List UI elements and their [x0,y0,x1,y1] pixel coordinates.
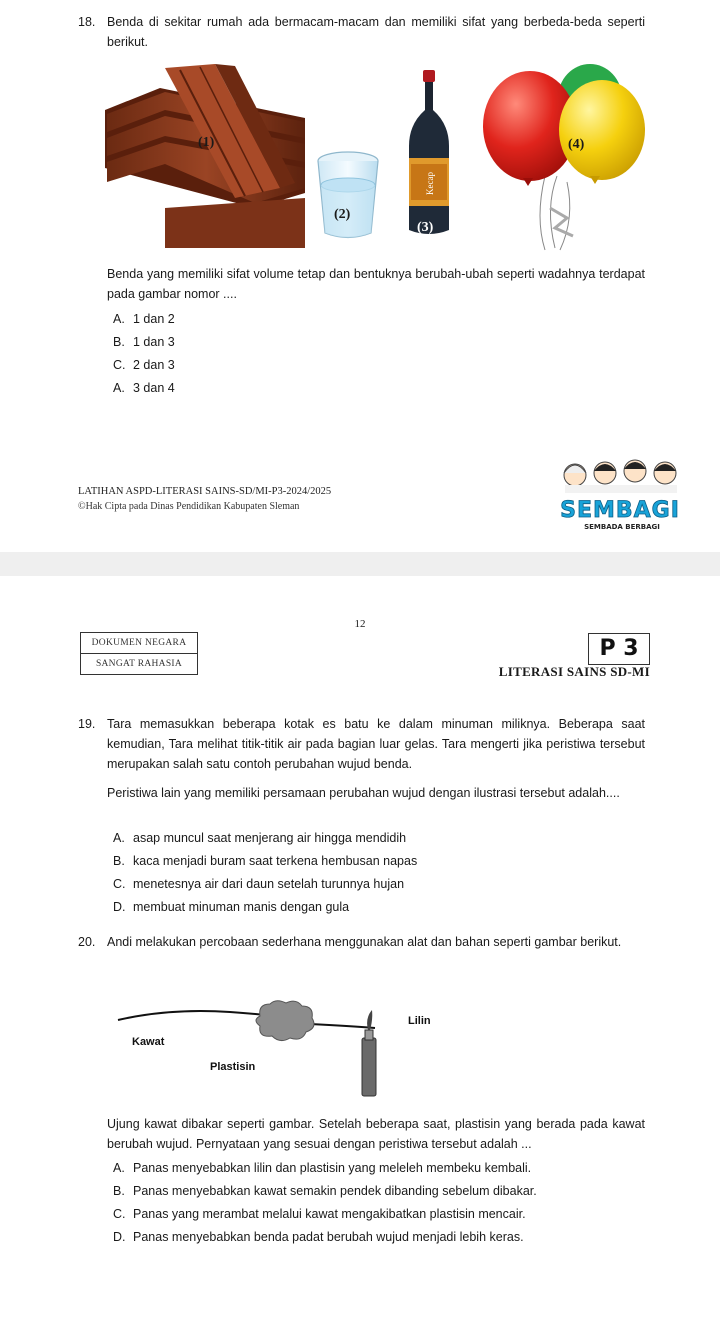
q18-option-c[interactable] [113,355,175,375]
q19-option-a[interactable] [113,828,406,848]
option-letter: A. [113,312,125,326]
water-glass-image [318,152,378,238]
option-letter: B. [113,335,125,349]
q18-option-b[interactable] [113,332,175,352]
q20-option-a[interactable] [113,1158,531,1178]
wood-label: (1) [198,135,215,150]
q18-number: 18. [78,15,96,29]
option-letter: B. [113,1184,125,1198]
option-letter: A. [113,831,125,845]
doc-label-negara: DOKUMEN NEGARA [80,632,198,654]
bottle-label-text: Kecap [425,172,435,195]
q18-question: Benda yang memiliki sifat volume tetap dan bentuknya berubah-ubah seperti wadahnya terdapat pada gambar nomor .... [107,267,645,301]
q20-question: Ujung kawat dibakar seperti gambar. Setelah beberapa saat, plastisin yang berada pada kawat berubah wujud. Pernyataan yang sesuai dengan peristiwa tersebut adalah ... [107,1117,645,1151]
q20-option-d[interactable] [113,1227,524,1247]
option-letter: C. [113,877,126,891]
subject-title: LITERASI SAINS SD-MI [498,664,650,679]
logo-subtext: SEMBADA BERBAGI [584,523,660,531]
option-text: Panas menyebabkan kawat semakin pendek dibanding sebelum dibakar. [133,1184,537,1198]
option-text: Panas yang merambat melalui kawat mengakibatkan plastisin mencair. [133,1207,526,1221]
q20-number: 20. [78,935,96,949]
footer-line-1: LATIHAN ASPD-LITERASI SAINS-SD/MI-P3-2024/2025 [78,486,332,497]
q18-option-d[interactable] [113,378,175,398]
option-letter: A. [113,381,125,395]
q19-option-d[interactable] [113,897,349,917]
paket-box: P 3 [588,633,650,665]
q20-option-b[interactable] [113,1181,537,1201]
balloons-image [483,64,645,250]
page-number: 12 [354,618,366,630]
kawat-label: Kawat [132,1036,165,1048]
plasticine-blob [256,1001,314,1041]
bottle-label: (3) [417,220,434,235]
plastisin-label: Plastisin [210,1061,256,1073]
q20-stem: Andi melakukan percobaan sederhana menggunakan alat dan bahan seperti gambar berikut. [107,935,622,949]
option-letter: D. [113,1230,126,1244]
sembagi-logo [545,455,695,533]
wire [118,1011,375,1028]
option-letter: D. [113,900,126,914]
option-text: 2 dan 3 [133,358,175,372]
option-letter: C. [113,1207,126,1221]
option-text: membuat minuman manis dengan gula [133,900,350,914]
page-separator [0,552,720,576]
balloons-label: (4) [568,137,585,152]
q18-stem: Benda di sekitar rumah ada bermacam-macam dan memiliki sifat yang berbeda-beda seperti berikut. [107,15,645,49]
q19-option-b[interactable] [113,851,417,871]
q20-option-c[interactable] [113,1204,526,1224]
option-text: 1 dan 2 [133,312,175,326]
kecap-bottle-image [409,70,449,234]
option-letter: A. [113,1161,125,1175]
option-text: Panas menyebabkan lilin dan plastisin yang meleleh membeku kembali. [133,1161,532,1175]
option-text: 1 dan 3 [133,335,175,349]
option-letter: C. [113,358,126,372]
option-text: kaca menjadi buram saat terkena hembusan napas [133,854,418,868]
lilin-label: Lilin [408,1015,431,1027]
doc-label-rahasia: SANGAT RAHASIA [80,653,198,675]
q18-illustration [105,58,650,253]
glass-label: (2) [334,207,351,222]
q19-number: 19. [78,717,96,731]
wood-planks-image [105,64,305,248]
option-text: asap muncul saat menjerang air hingga mendidih [133,831,407,845]
q20-diagram [110,1000,450,1110]
footer-line-2: ©Hak Cipta pada Dinas Pendidikan Kabupaten Sleman [78,501,300,512]
logo-characters-icon [564,460,677,493]
q19-stem: Tara memasukkan beberapa kotak es batu ke dalam minuman miliknya. Beberapa saat kemudian, Tara melihat titik-titik air pada bagian luar gelas. Tara mengerti jika peristiwa tersebut merupakan salah satu contoh perubahan wujud benda. [107,717,645,771]
option-text: menetesnya air dari daun setelah turunnya hujan [133,877,405,891]
option-letter: B. [113,854,125,868]
q19-option-c[interactable] [113,874,404,894]
option-text: 3 dan 4 [133,381,175,395]
logo-text: SEMBAGI [560,498,680,523]
q19-question: Peristiwa lain yang memiliki persamaan perubahan wujud dengan ilustrasi tersebut adalah.... [107,786,620,800]
candle [362,1010,376,1096]
option-text: Panas menyebabkan benda padat berubah wujud menjadi lebih keras. [133,1230,524,1244]
q18-option-a[interactable] [113,309,175,329]
